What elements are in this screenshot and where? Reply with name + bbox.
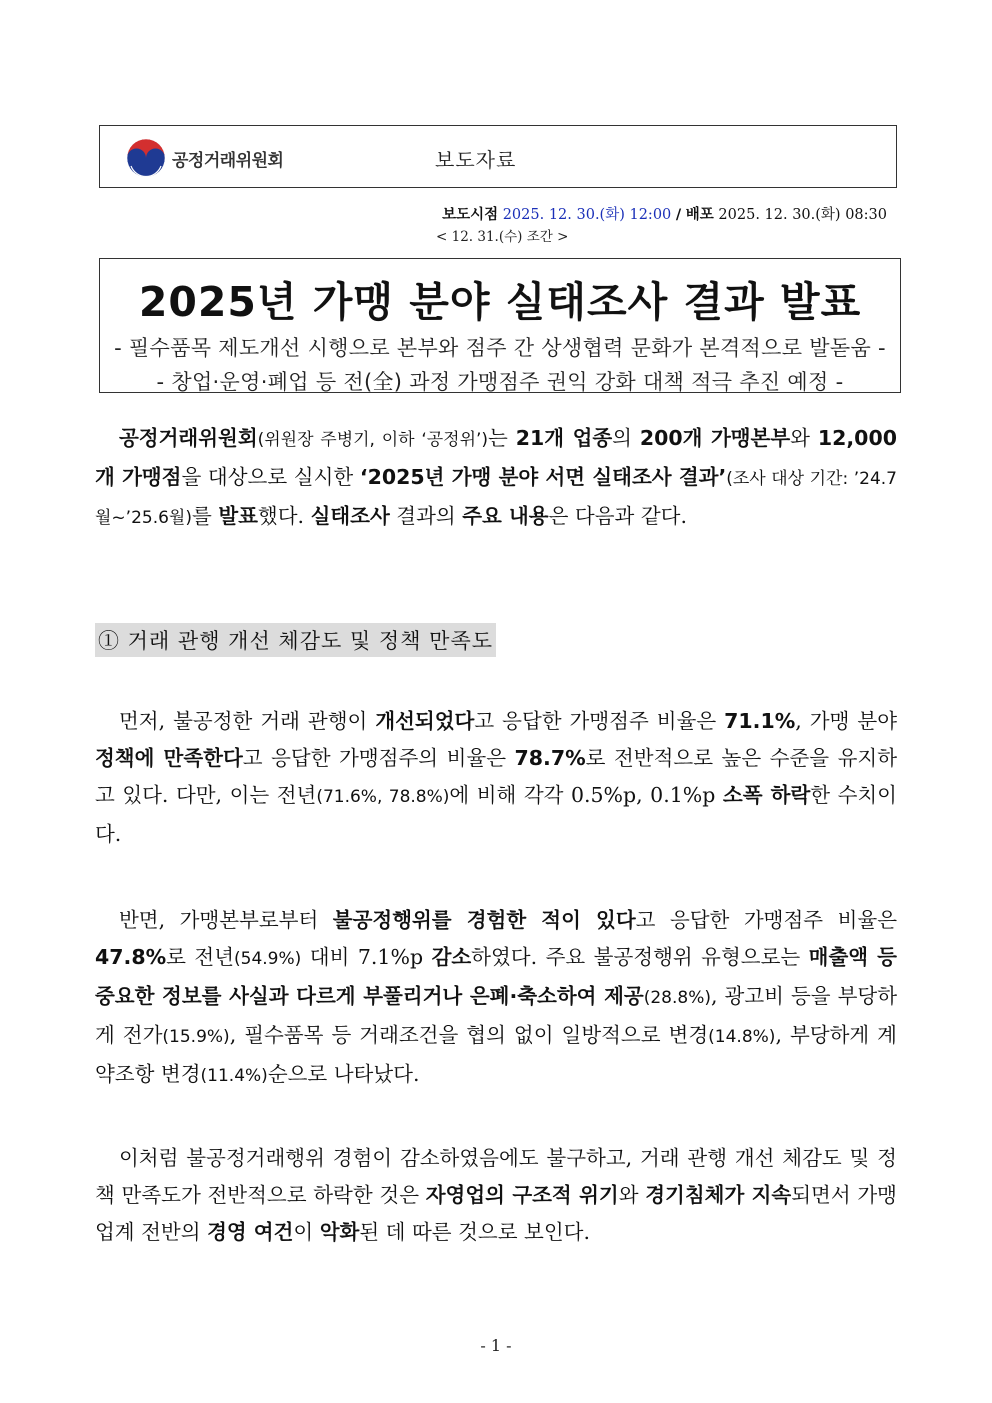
text: 순으로 나타났다. <box>267 1062 420 1086</box>
text-bold: 71.1% <box>724 709 796 733</box>
text-bold: 12,000개 가맹점 <box>95 426 897 489</box>
text-note: (15.9%) <box>162 1027 230 1047</box>
text: , 가맹 분야 <box>795 709 897 733</box>
release-time: 2025. 12. 30.(화) 12:00 <box>502 207 672 223</box>
text: 와 <box>618 1183 646 1207</box>
text-bold: 경영 여건 <box>207 1220 294 1244</box>
text: 반면, 가맹본부로부터 <box>119 908 333 932</box>
text-bold: 21개 업종 <box>515 426 613 450</box>
text: , 필수품목 등 거래조건을 협의 없이 일방적으로 변경 <box>229 1023 709 1047</box>
text: 은 다음과 같다. <box>548 504 687 528</box>
text-note: (11.4%) <box>200 1066 268 1086</box>
text-bold: 악화 <box>319 1220 360 1244</box>
text-note: (54.9%) <box>234 949 302 969</box>
text: 하였다. 주요 불공정행위 유형으로는 <box>471 945 809 969</box>
distribution-time: 2025. 12. 30.(화) 08:30 <box>718 207 887 223</box>
text: 고 응답한 가맹점주 비율은 <box>635 908 897 932</box>
doc-type-label: 보도자료 <box>435 148 517 172</box>
text-bold: 개선되었다 <box>375 709 475 733</box>
text-note: (14.8%) <box>708 1027 776 1047</box>
text-bold: 200개 가맹본부 <box>639 426 791 450</box>
text: 에 비해 각각 0.5%p, 0.1%p <box>449 783 723 807</box>
text: 이 <box>293 1220 320 1244</box>
text: , 부당하게 계약조항 변경 <box>95 1023 897 1086</box>
text: 의 <box>612 426 640 450</box>
text: 이처럼 불공정거래행위 경험이 감소하였음에도 불구하고, 거래 관행 개선 체감도 및 정책 만족도가 전반적으로 하락한 것은 <box>95 1146 897 1207</box>
text-bold: 소폭 하락 <box>722 783 811 807</box>
text: 되면서 가맹 업계 전반의 <box>95 1183 897 1244</box>
text-bold: 발표 <box>218 504 258 528</box>
text: 로 전반적으로 높은 수준을 유지하고 있다. 다만, 이는 전년 <box>95 746 898 807</box>
text-bold: 불공정행위를 경험한 적이 있다 <box>332 908 636 932</box>
text-bold: 78.7% <box>514 746 586 770</box>
org-name: 공정거래위원회 <box>172 151 284 171</box>
release-label: 보도시점 <box>442 207 499 223</box>
text-note: (28.8%) <box>643 988 711 1008</box>
paragraph-unfair-practices <box>95 902 897 1095</box>
text-note: (조사 대상 기간: ’24.7월~’25.6월) <box>95 469 897 528</box>
text-bold: 47.8% <box>95 945 167 969</box>
subtitle-1: - 필수품목 제도개선 시행으로 본부와 점주 간 상생협력 문화가 본격적으로 발돋움 - <box>114 336 886 360</box>
section-heading: ① 거래 관행 개선 체감도 및 정책 만족도 <box>95 623 496 657</box>
text: 결과의 <box>389 504 463 528</box>
embargo-note: < 12. 31.(수) 조간 > <box>436 229 569 245</box>
text: 했다. <box>257 504 311 528</box>
release-separator: / <box>675 207 682 223</box>
text: 된 데 따른 것으로 보인다. <box>359 1220 590 1244</box>
header-box <box>99 125 897 188</box>
page-number: - 1 - <box>480 1336 512 1355</box>
text: 는 <box>488 426 516 450</box>
subtitle-2: - 창업·운영·폐업 등 전(全) 과정 가맹점주 권익 강화 대책 적극 추진 예정 - <box>156 370 844 394</box>
text-bold: 감소 <box>431 945 472 969</box>
title-box <box>99 258 901 393</box>
text-bold: 매출액 등 중요한 정보를 사실과 다르게 부풀리거나 은폐·축소하여 제공 <box>95 945 897 1008</box>
text: 대비 7.1%p <box>301 945 432 969</box>
text-bold: 자영업의 구조적 위기 <box>425 1183 619 1207</box>
text-bold: 주요 내용 <box>462 504 549 528</box>
text: 고 응답한 가맹점주 비율은 <box>474 709 725 733</box>
text: 로 전년 <box>166 945 235 969</box>
paragraph-intro <box>95 420 897 537</box>
text: 와 <box>790 426 818 450</box>
text-note: (71.6%, 78.8%) <box>316 787 450 807</box>
text: 먼저, 불공정한 거래 관행이 <box>119 709 376 733</box>
paragraph-improvement <box>95 703 897 853</box>
text: , 광고비 등을 부당하게 전가 <box>95 984 897 1047</box>
paragraph-analysis <box>95 1140 897 1251</box>
text-note: (위원장 주병기, 이하 ‘공정위’) <box>257 430 489 450</box>
text: 을 대상으로 실시한 <box>181 465 360 489</box>
text-bold: 실태조사 <box>310 504 390 528</box>
government-emblem-icon <box>126 138 166 178</box>
release-info <box>442 203 887 224</box>
text-bold: ‘2025년 가맹 분야 서면 실태조사 결과’ <box>359 465 727 489</box>
main-title: 2025년 가맹 분야 실태조사 결과 발표 <box>138 278 862 326</box>
text-bold: 경기침체가 지속 <box>645 1183 792 1207</box>
text-bold: 공정거래위원회 <box>119 426 258 450</box>
text: 고 응답한 가맹점주의 비율은 <box>242 746 515 770</box>
text-bold: 정책에 만족한다 <box>95 746 243 770</box>
text: 한 수치이다. <box>95 783 897 846</box>
text: 를 <box>191 504 219 528</box>
distribution-label: 배포 <box>685 207 714 223</box>
